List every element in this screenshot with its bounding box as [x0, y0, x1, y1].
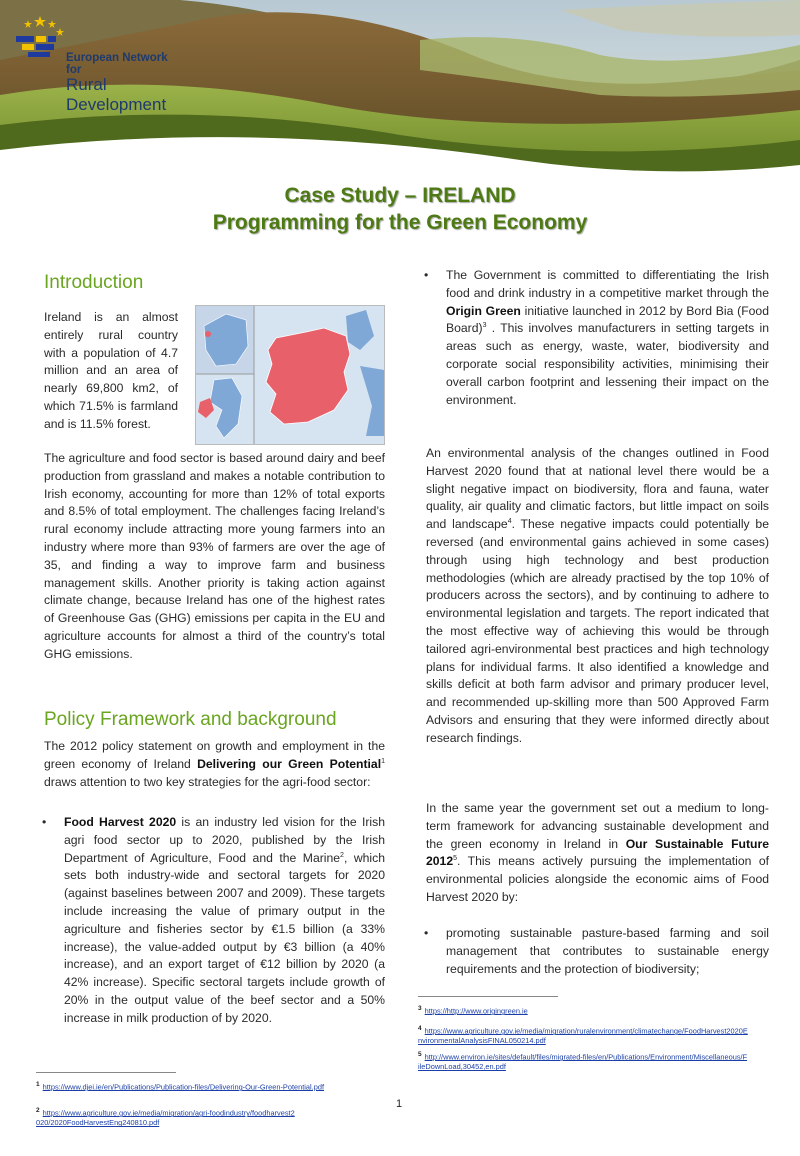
footnote-divider: [418, 996, 558, 997]
food-harvest-text-end: , which sets both industry-wide and sectoral targets for 2020 (against baselines between 2007 and 2009). These targets include increasing the value of primary output in the agriculture and fisheries sector by €1.5 billion (a 33% increase), the value-added output by €3 billion (a 40% increase), and an export target of €12 billion by 2020 (a 42% increase). Specific sectoral targets include growth of 20% in the output value of the beef sector and a 50% increase in milk production of by 2020.: [64, 850, 385, 1025]
footnote-5: [418, 1050, 748, 1072]
footnote-4: [418, 1024, 748, 1046]
logo-line1: European Network for: [66, 52, 168, 76]
intro-paragraph-1: Ireland is an almost entirely rural country with a population of 4.7 million and an area of nearly 69,800 km2, of which 71.5% is farmland and is 11.5% forest.: [44, 310, 178, 431]
title-line2: Programming for the Green Economy: [212, 211, 588, 234]
delivering-green-potential: Delivering our Green Potential: [197, 756, 382, 771]
footnote-4-number: 4: [418, 1025, 422, 1032]
footnote-4-link[interactable]: https://www.agriculture.gov.ie/media/migration/ruralenvironment/climatechange/FoodHarvest2020EnvironmentalAnalysisFINAL050214.pdf: [418, 1026, 748, 1046]
footnote-1-number: 1: [36, 1081, 40, 1088]
bullet-dot-icon: •: [424, 268, 429, 282]
logo-line2: Rural Development: [66, 75, 167, 114]
footnote-ref-1: 1: [381, 757, 385, 765]
footnote-ref-4: 4: [507, 518, 512, 526]
sustainable-future-text: In the same year the government set out a medium to long-term framework for advancing sustainable development and the green economy in Ireland in: [426, 801, 769, 851]
footnote-2-link[interactable]: https://www.agriculture.gov.ie/media/migration/agri-foodindustry/foodharvest2020/2020FoodHarvestEng240810.pdf: [36, 1108, 295, 1128]
food-harvest-2020: Food Harvest 2020: [64, 815, 177, 829]
bullet-pasture-farming: [424, 925, 769, 978]
page-title: [0, 182, 800, 236]
food-harvest-text: is an industry led vision for the Irish agri food sector up to 2020, published by the Irish Department of Agriculture, Food and the Marine: [64, 815, 385, 865]
sustainable-future-text-end: . This means actively pursuing the implementation of environmental policies alongside the economic aims of Food Harvest 2020 by:: [426, 854, 769, 904]
policy-p1-text: The 2012 policy statement on growth and employment in the green economy of Ireland: [44, 739, 385, 771]
origin-green-text-end: . This involves manufacturers in setting targets in areas such as energy, waste, water, biodiversity and corporate social responsibility activities, minimising their overall carbon footprint and lessening their impact on the environment.: [446, 321, 769, 407]
origin-green-text: The Government is committed to differentiating the Irish food and drink industry in a competitive market through the: [446, 268, 769, 300]
policy-paragraph-1: [44, 738, 385, 791]
footnote-3: [418, 1004, 758, 1016]
header-banner: [0, 0, 800, 172]
title-line1: Case Study – IRELAND: [284, 184, 516, 207]
footnote-5-link[interactable]: http://www.environ.ie/sites/default/files/migrated-files/en/Publications/Environment/Miscellaneous/FileDownLoad,30452,en.pdf: [418, 1052, 748, 1072]
intro-paragraph-2: The agriculture and food sector is based around dairy and beef production from grassland and makes a notable contribution to Irish economy, accounting for more than 12% of total exports and 8.5% of total employment. The challenges facing Ireland’s rural economy include attracting more young farmers into an industry where more than 93% of farmers are over the age of 35, and finding a way to improve farm and business management skills. Another priority is taking action against climate change, because Ireland has one of the highest rates of Greenhouse Gas (GHG) emissions per capita in the EU and agriculture accounts for almost a third of the country’s total GHG emissions.: [44, 451, 385, 661]
sustainable-future-paragraph: [426, 800, 769, 907]
europe-ireland-map-image: [196, 306, 384, 444]
footnote-ref-2: 2: [340, 851, 344, 859]
env-analysis-text: An environmental analysis of the changes outlined in Food Harvest 2020 found that at national level there would be a slight negative impact on biodiversity, flora and fauna, water quality, air quality and climatic factors, but little impact on soils and landscape: [426, 446, 769, 532]
footnote-ref-3: 3: [482, 322, 487, 330]
policy-heading: Policy Framework and background: [44, 709, 337, 730]
ireland-map: [195, 305, 385, 445]
footnote-3-link[interactable]: https://http://www.origingreen.ie: [424, 1006, 528, 1016]
footnote-2-number: 2: [36, 1107, 40, 1114]
origin-green: Origin Green: [446, 303, 521, 318]
footnote-3-number: 3: [418, 1005, 422, 1012]
page-number: 1: [396, 1098, 403, 1110]
eu-stars-icon: [12, 14, 72, 64]
policy-p1-text-end: draws attention to two key strategies for the agri-food sector:: [44, 774, 371, 789]
enrd-logo: [12, 14, 182, 114]
bullet-food-harvest: [42, 814, 385, 1028]
footnote-1-link[interactable]: https://www.djei.ie/en/Publications/Publication-files/Delivering-Our-Green-Potential.pdf: [42, 1082, 325, 1092]
env-analysis-text-end: . These negative impacts could potentially be reversed (and environmental gains achieved in some cases) through using high technology and best production methodologies (which are already practised by the top 10% of producers across the sectors), and by continuing to adhere to environmental legislation and targets. The report indicated that the most effective way of achieving this would be through tailored agri-environmental best practices and high technology plans for individual farms. It also identified a knowledge and skills deficit at both farm advisor and primary producer level, and recommended up-skilling more than 500 Approved Farm Advisors and ensuring that they were informed directly about research findings.: [426, 517, 769, 745]
environmental-analysis-paragraph: [426, 445, 769, 748]
footnote-5-number: 5: [418, 1051, 422, 1058]
pasture-farming-text: promoting sustainable pasture-based farming and soil management that contributes to sustainable energy requirements and the protection of biodiversity;: [446, 926, 769, 976]
bullet-dot-icon: •: [42, 815, 47, 829]
footnote-1: [36, 1080, 336, 1092]
intro-heading: Introduction: [44, 272, 144, 293]
our-sustainable-future-2012: Our Sustainable Future 2012: [426, 836, 769, 869]
origin-green-text-mid: initiative launched in 2012 by Bord Bia (Food Board): [446, 303, 769, 336]
bullet-dot-icon: •: [424, 926, 429, 940]
footnote-2: [36, 1106, 296, 1128]
footnote-divider-left: [36, 1072, 176, 1073]
bullet-origin-green: [424, 267, 769, 409]
footnote-ref-5: 5: [453, 855, 458, 863]
